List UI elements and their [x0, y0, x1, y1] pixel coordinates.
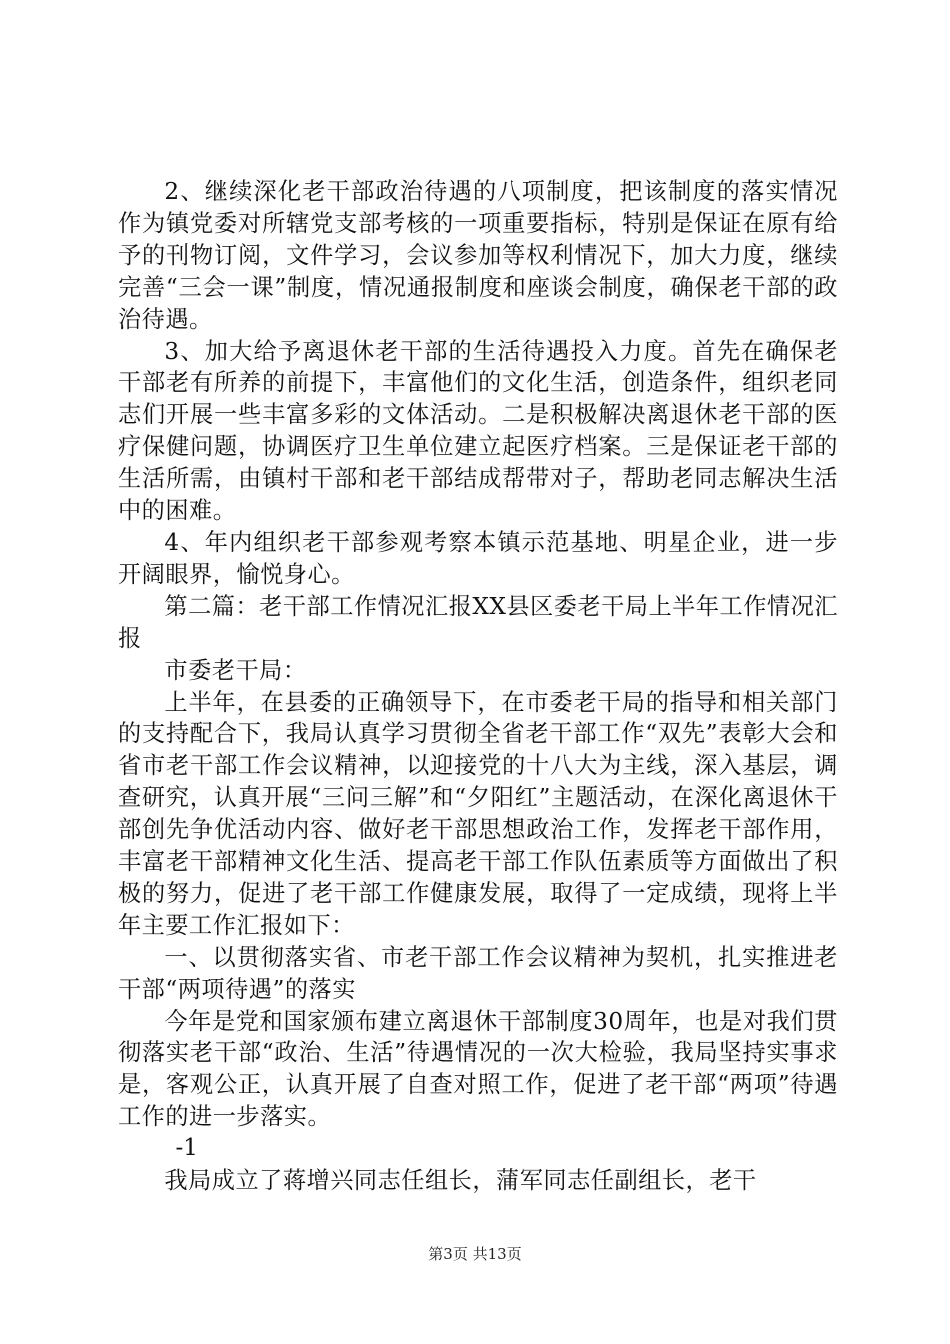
- section-heading: 第二篇：老干部工作情况汇报XX县区委老干局上半年工作情况汇报: [118, 592, 838, 652]
- salutation: 市委老干局：: [164, 656, 307, 684]
- page-footer: 第3页 共13页: [428, 1245, 522, 1263]
- paragraph-item-3: 3、加大给予离退休老干部的生活待遇投入力度。首先在确保老干部老有所养的前提下，丰富他们的文化生活，创造条件，组织老同志们开展一些丰富多彩的文体活动。二是积极解决离退休老干部的医疗保健问题，协调医疗卫生单位建立起医疗档案。三是保证老干部的生活所需，由镇村干部和老干部结成帮带对子，帮助老同志解决生活中的困难。: [118, 337, 838, 525]
- document-body: [118, 176, 838, 1197]
- paragraph-item-2: 2、继续深化老干部政治待遇的八项制度，把该制度的落实情况作为镇党委对所辖党支部考核的一项重要指标，特别是保证在原有给予的刊物订阅，文件学习，会议参加等权利情况下，加大力度，继续完善“三会一课”制度，情况通报制度和座谈会制度，确保老干部的政治待遇。: [118, 178, 838, 333]
- paragraph-intro: 上半年，在县委的正确领导下，在市委老干局的指导和相关部门的支持配合下，我局认真学习贯彻全省老干部工作“双先”表彰大会和省市老干部工作会议精神，以迎接党的十八大为主线，深入基层，调查研究，认真开展“三问三解”和“夕阳红”主题活动，在深化离退休干部创先争优活动内容、做好老干部思想政治工作，发挥老干部作用，丰富老干部精神文化生活、提高老干部工作队伍素质等方面做出了积极的努力，促进了老干部工作健康发展，取得了一定成绩，现将上半年主要工作汇报如下：: [118, 688, 838, 939]
- inline-page-marker: -1: [175, 1135, 198, 1162]
- paragraph-anniversary: 今年是党和国家颁布建立离退休干部制度30周年，也是对我们贯彻落实老干部“政治、生活”待遇情况的一次大检验，我局坚持实事求是，客观公正，认真开展了自查对照工作，促进了老干部“两项”待遇工作的进一步落实。: [118, 1007, 838, 1131]
- paragraph-continued: 我局成立了蒋增兴同志任组长，蒲军同志任副组长，老干: [164, 1167, 757, 1195]
- paragraph-item-4: 4、年内组织老干部参观考察本镇示范基地、明星企业，进一步开阔眼界，愉悦身心。: [118, 528, 838, 588]
- paragraph-heading-one: 一、以贯彻落实省、市老干部工作会议精神为契机，扎实推进老干部“两项待遇”的落实: [118, 943, 838, 1003]
